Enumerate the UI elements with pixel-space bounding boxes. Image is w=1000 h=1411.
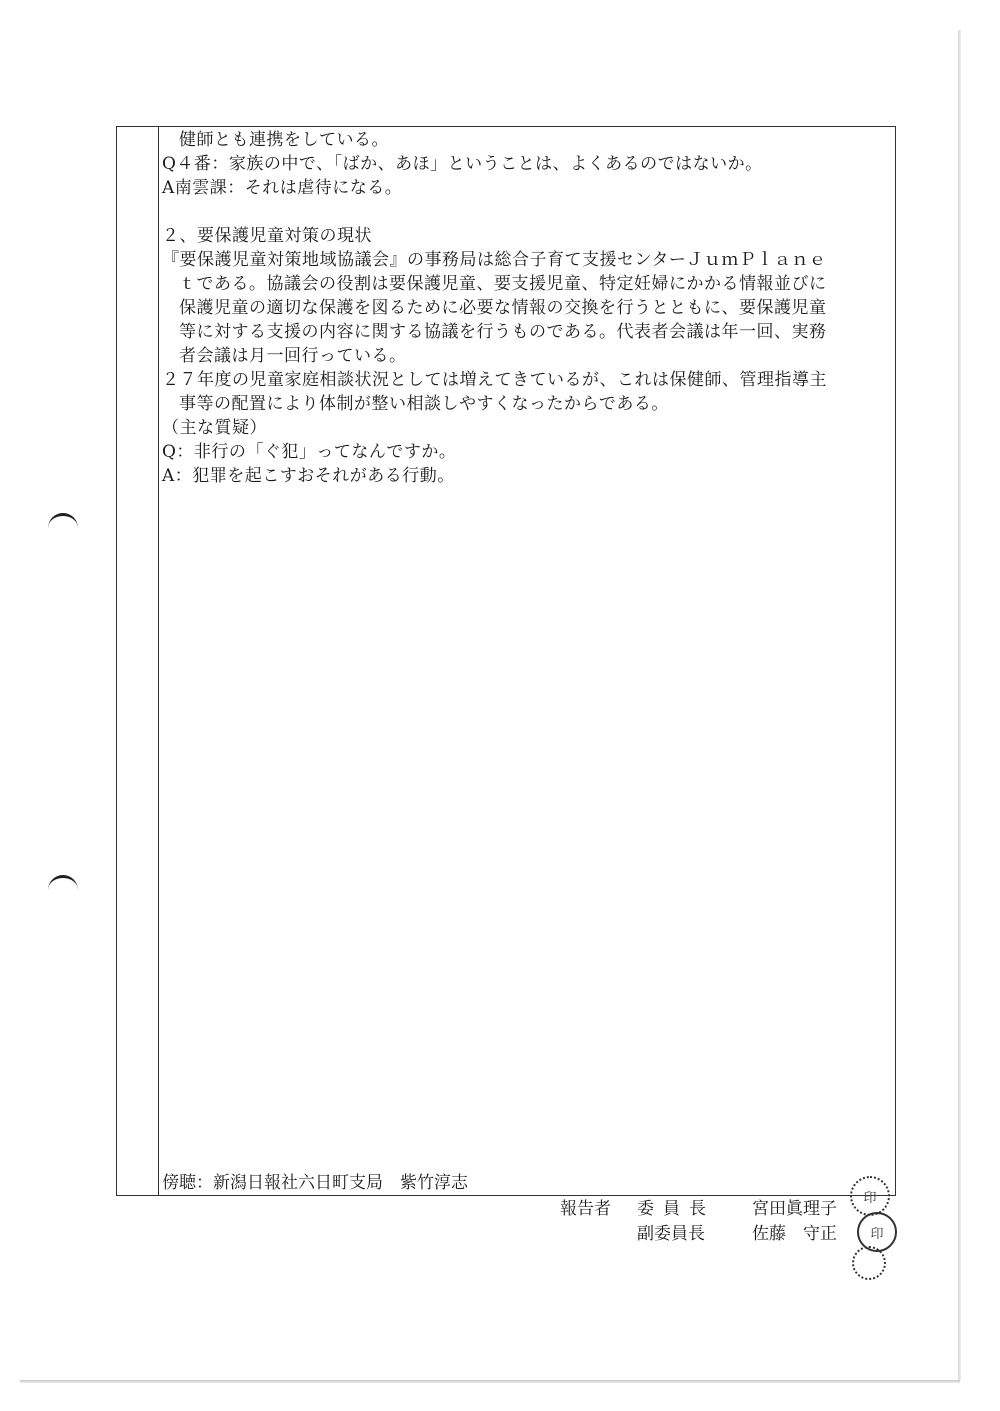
- seal-stamp: [852, 1246, 886, 1280]
- seal-stamp: 印: [850, 1176, 890, 1216]
- question-line: Q４番：家族の中で、「ばか、あほ」ということは、よくあるのではないか。: [162, 154, 763, 174]
- subheading: （主な質疑）: [162, 418, 267, 438]
- blank-line: [162, 200, 892, 224]
- text-line: 『要保護児童対策地域協議会』の事務局は総合子育て支援センターＪｕｍＰｌａｎｅ: [162, 250, 827, 270]
- column-divider: [158, 126, 159, 1196]
- page-edge: [958, 30, 961, 1380]
- text-line: 保護児童の適切な保護を図るために必要な情報の交換を行うとともに、要保護児童: [179, 298, 827, 318]
- answer-line: A南雲課：それは虐待になる。: [162, 178, 403, 198]
- chair-name: 宮田眞理子: [752, 1199, 837, 1219]
- text-line: 等に対する支援の内容に関する協議を行うものである。代表者会議は年一回、実務: [179, 322, 827, 342]
- answer-line: A：犯罪を起こすおそれがある行動。: [162, 466, 455, 486]
- vice-chair-name: 佐藤 守正: [752, 1224, 837, 1244]
- observer-note: 傍聴：新潟日報社六日町支局 紫竹淳志: [162, 1173, 468, 1193]
- report-body: [162, 128, 892, 488]
- vice-chair-title: 副委員長: [637, 1224, 705, 1244]
- chair-title: 委員長: [637, 1199, 715, 1219]
- text-line: 者会議は月一回行っている。: [179, 346, 407, 366]
- question-line: Q：非行の「ぐ犯」ってなんですか。: [162, 442, 457, 462]
- seal-stamp: 印: [857, 1212, 897, 1252]
- text-line: 事等の配置により体制が整い相談しやすくなったからである。: [179, 394, 669, 414]
- reporter-label: 報告者: [560, 1199, 611, 1219]
- punch-hole: [48, 875, 78, 894]
- text-line: ２７年度の児童家庭相談状況としては増えてきているが、これは保健師、管理指導主: [162, 370, 827, 390]
- page-edge: [20, 1380, 960, 1383]
- punch-hole: [48, 513, 78, 532]
- section-heading: ２、要保護児童対策の現状: [162, 226, 372, 246]
- text-line: ｔである。協議会の役割は要保護児童、要支援児童、特定妊婦にかかる情報並びに: [179, 274, 827, 294]
- text-line: 健師とも連携をしている。: [179, 130, 389, 150]
